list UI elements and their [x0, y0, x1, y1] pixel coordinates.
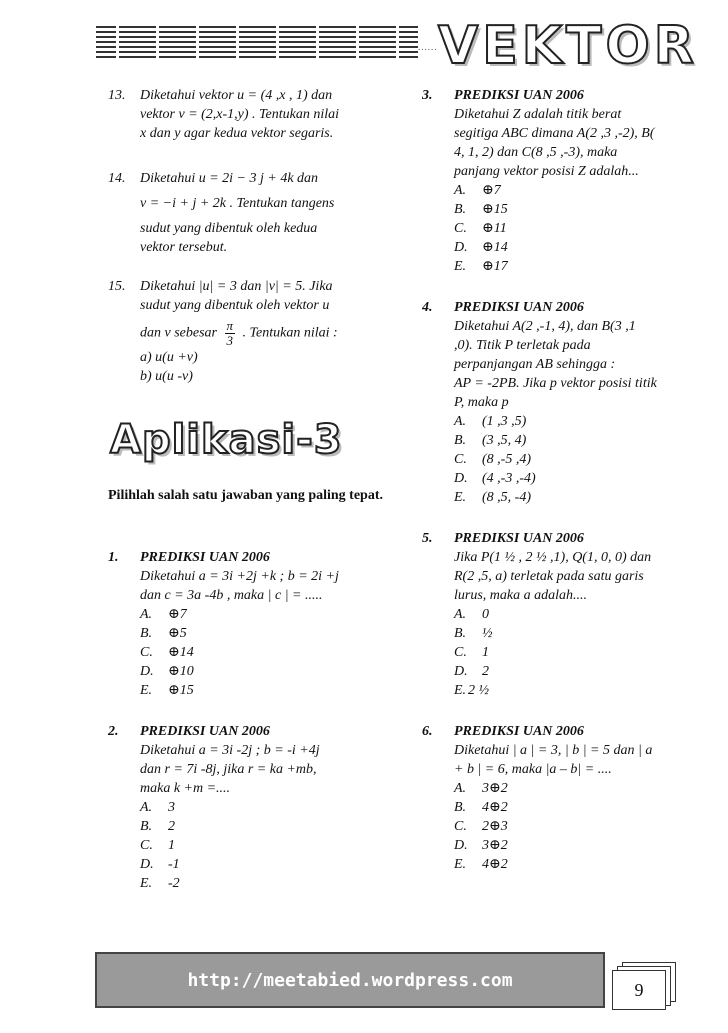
question-number: 15.	[108, 279, 126, 294]
option-letter: D.	[454, 240, 468, 255]
option-value: 3⊕2	[482, 781, 508, 796]
option-b	[454, 624, 702, 643]
option-b	[454, 798, 702, 817]
question-13	[108, 86, 398, 143]
option-a	[454, 412, 702, 431]
question-text: sudut yang dibentuk oleh kedua	[140, 221, 318, 236]
option-value: 4⊕2	[482, 800, 508, 815]
question-text: dan v sebesar	[140, 325, 217, 341]
option-b	[454, 200, 702, 219]
option-e	[454, 257, 702, 276]
option-letter: A.	[140, 800, 153, 815]
option-c	[454, 643, 702, 662]
option-letter: D.	[140, 664, 154, 679]
question-number: 14.	[108, 171, 126, 186]
option-c	[140, 643, 398, 662]
option-value: 3⊕2	[482, 838, 508, 853]
question-text: Diketahui a = 3i -2j ; b = -i +4j	[140, 743, 320, 758]
question-15	[108, 277, 398, 386]
question-text: lurus, maka a adalah....	[454, 588, 587, 603]
page-number-box	[612, 962, 674, 1008]
header-dots: ......	[418, 42, 438, 52]
option-d	[454, 662, 702, 681]
sub-question-a: a) u(u +v)	[140, 350, 198, 365]
option-value: (8 ,5, -4)	[482, 490, 531, 505]
option-value: ⊕11	[482, 221, 507, 236]
option-value: 0	[482, 607, 489, 622]
question-heading: PREDIKSI UAN 2006	[454, 88, 584, 103]
option-d	[454, 469, 702, 488]
option-b	[140, 624, 398, 643]
option-value: 3	[168, 800, 175, 815]
question-text: perpanjangan AB sehingga :	[454, 357, 616, 372]
option-e	[454, 855, 702, 874]
option-value: -1	[168, 857, 180, 872]
option-value: (3 ,5, 4)	[482, 433, 527, 448]
question-text: Diketahui | a | = 3, | b | = 5 dan | a	[454, 743, 653, 758]
fraction-pi-over-3	[225, 319, 236, 348]
question-text: x dan y agar kedua vektor segaris.	[140, 126, 334, 141]
option-a	[140, 798, 398, 817]
header-stripes	[96, 26, 418, 62]
question-text: v = −i + j + 2k . Tentukan tangens	[140, 196, 335, 211]
right-column-mc	[422, 86, 702, 874]
instruction: Pilihlah salah satu jawaban yang paling tepat.	[108, 488, 384, 503]
option-value: -2	[168, 876, 180, 891]
question-text: dan r = 7i -8j, jika r = ka +mb,	[140, 762, 317, 777]
question-text: Diketahui u = 2i − 3 j + 4k dan	[140, 171, 319, 186]
option-letter: B.	[454, 433, 467, 448]
question-heading: PREDIKSI UAN 2006	[140, 724, 270, 739]
left-column-essay	[108, 86, 398, 386]
question-14	[108, 169, 398, 257]
question-text: + b | = 6, maka |a – b| = ....	[454, 762, 612, 777]
option-letter: C.	[454, 645, 467, 660]
option-d	[140, 662, 398, 681]
option-letter: D.	[454, 471, 468, 486]
sub-question-b: b) u(u -v)	[140, 369, 193, 384]
option-letter: A.	[454, 183, 467, 198]
question-number: 4.	[422, 300, 433, 315]
option-c	[454, 817, 702, 836]
question-text: Diketahui a = 3i +2j +k ; b = 2i +j	[140, 569, 339, 584]
question-text: Diketahui vektor u = (4 ,x , 1) dan	[140, 88, 333, 103]
option-letter: A.	[454, 607, 467, 622]
option-letter: C.	[454, 221, 467, 236]
question-text: vektor tersebut.	[140, 240, 228, 255]
option-value: ⊕17	[482, 259, 508, 274]
option-value: ⊕15	[482, 202, 508, 217]
fraction-denominator: 3	[226, 333, 233, 348]
question-number: 2.	[108, 724, 119, 739]
section-title: Aplikasi-3	[110, 417, 343, 463]
page-number: 9	[612, 970, 666, 1010]
option-c	[454, 450, 702, 469]
option-value: ⊕14	[482, 240, 508, 255]
option-letter: B.	[454, 626, 467, 641]
option-a	[454, 181, 702, 200]
option-letter: E.	[454, 259, 467, 274]
question-1	[108, 548, 398, 700]
question-number: 13.	[108, 88, 126, 103]
question-number: 1.	[108, 550, 119, 565]
option-letter: C.	[140, 645, 153, 660]
question-3	[422, 86, 702, 276]
option-letter: D.	[454, 838, 468, 853]
option-value: 2 ½	[468, 683, 489, 698]
option-e	[140, 681, 398, 700]
option-c	[454, 219, 702, 238]
question-number: 3.	[422, 88, 433, 103]
option-letter: A.	[454, 781, 467, 796]
option-letter: D.	[140, 857, 154, 872]
question-text: P, maka p	[454, 395, 509, 410]
option-value: ½	[482, 626, 493, 641]
question-text: vektor v = (2,x-1,y) . Tentukan nilai	[140, 107, 340, 122]
footer-url-link[interactable]: http://meetabied.wordpress.com	[187, 969, 513, 991]
option-c	[140, 836, 398, 855]
question-text: 4, 1, 2) dan C(8 ,5 ,-3), maka	[454, 145, 618, 160]
question-text: Diketahui Z adalah titik berat	[454, 107, 622, 122]
option-letter: C.	[454, 819, 467, 834]
question-6	[422, 722, 702, 874]
option-e	[140, 874, 398, 893]
option-b	[454, 431, 702, 450]
option-letter: A.	[454, 414, 467, 429]
option-e	[454, 488, 702, 507]
option-letter: B.	[454, 800, 467, 815]
option-value: 1	[482, 645, 489, 660]
question-text: panjang vektor posisi Z adalah...	[454, 164, 639, 179]
question-text: ,0). Titik P terletak pada	[454, 338, 591, 353]
question-text: R(2 ,5, a) terletak pada satu garis	[454, 569, 644, 584]
option-letter: E.	[140, 876, 153, 891]
question-text: . Tentukan nilai :	[242, 325, 338, 341]
question-text: Jika P(1 ½ , 2 ½ ,1), Q(1, 0, 0) dan	[454, 550, 652, 565]
option-letter: E.	[454, 857, 467, 872]
option-a	[454, 605, 702, 624]
option-value: (1 ,3 ,5)	[482, 414, 527, 429]
option-value: 4⊕2	[482, 857, 508, 872]
option-letter: D.	[454, 664, 468, 679]
option-d	[454, 836, 702, 855]
question-5	[422, 529, 702, 700]
option-letter: E.	[454, 683, 467, 698]
option-value: (8 ,-5 ,4)	[482, 452, 531, 467]
option-letter: E.	[140, 683, 153, 698]
question-text: Diketahui |u| = 3 dan |v| = 5. Jika	[140, 279, 333, 294]
question-4	[422, 298, 702, 507]
question-text: dan c = 3a -4b , maka | c | = .....	[140, 588, 323, 603]
option-a	[454, 779, 702, 798]
question-heading: PREDIKSI UAN 2006	[140, 550, 270, 565]
question-text: AP = -2PB. Jika p vektor posisi titik	[454, 376, 657, 391]
option-value: ⊕7	[482, 183, 501, 198]
option-a	[140, 605, 398, 624]
question-text: maka k +m =....	[140, 781, 231, 796]
question-heading: PREDIKSI UAN 2006	[454, 531, 584, 546]
question-heading: PREDIKSI UAN 2006	[454, 300, 584, 315]
option-value: ⊕7	[168, 607, 187, 622]
page-title: VEKTOR	[438, 16, 698, 76]
option-letter: B.	[454, 202, 467, 217]
question-2	[108, 722, 398, 893]
option-value: ⊕10	[168, 664, 194, 679]
option-value: ⊕5	[168, 626, 187, 641]
option-letter: E.	[454, 490, 467, 505]
option-d	[454, 238, 702, 257]
option-letter: C.	[454, 452, 467, 467]
option-b	[140, 817, 398, 836]
question-text: segitiga ABC dimana A(2 ,3 ,-2), B(	[454, 126, 655, 141]
option-letter: B.	[140, 626, 153, 641]
question-number: 5.	[422, 531, 433, 546]
option-value: ⊕15	[168, 683, 194, 698]
option-value: 1	[168, 838, 175, 853]
left-column-mc	[108, 548, 398, 893]
option-d	[140, 855, 398, 874]
option-letter: B.	[140, 819, 153, 834]
option-e	[454, 681, 702, 700]
option-value: (4 ,-3 ,-4)	[482, 471, 536, 486]
option-letter: A.	[140, 607, 153, 622]
question-text: Diketahui A(2 ,-1, 4), dan B(3 ,1	[454, 319, 636, 334]
question-number: 6.	[422, 724, 433, 739]
footer-url-bar[interactable]	[95, 952, 605, 1008]
option-value: 2	[482, 664, 489, 679]
option-value: 2	[168, 819, 175, 834]
option-value: 2⊕3	[482, 819, 508, 834]
question-heading: PREDIKSI UAN 2006	[454, 724, 584, 739]
option-letter: C.	[140, 838, 153, 853]
option-value: ⊕14	[168, 645, 194, 660]
fraction-numerator: π	[226, 318, 234, 333]
question-text: sudut yang dibentuk oleh vektor u	[140, 298, 330, 313]
